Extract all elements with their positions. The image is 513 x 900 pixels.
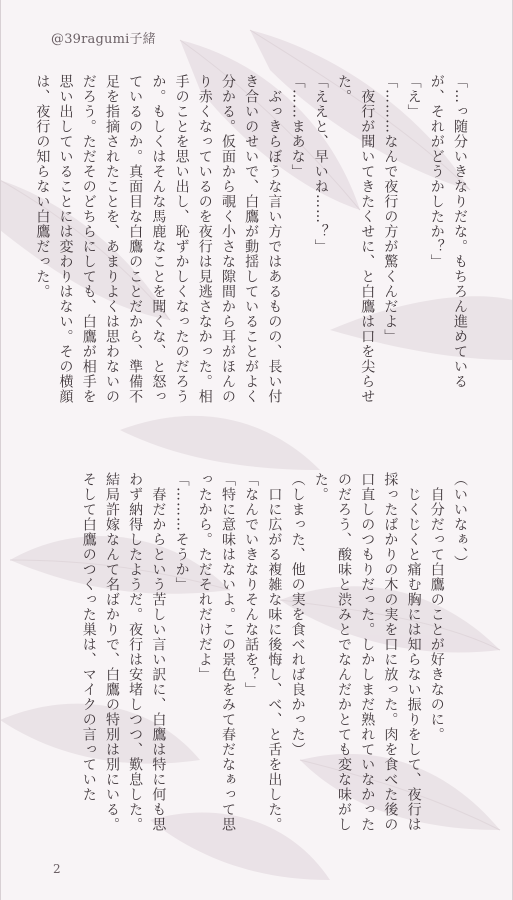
paragraph: 「…っ随分いきなりだな。もちろん進めているが、それがどうかしたか？」 [428,74,468,389]
paragraph: 「え」 [405,74,422,119]
paragraph: （いいなぁ、） [452,472,468,570]
lower-text-block [47,472,471,837]
paragraph: 「なんでいきなりそんな話を？」 [243,472,260,697]
paragraph: （しまった、他の実を食べれば良かった） [289,472,306,757]
author-credit: @39ragumi子緒 [51,32,156,47]
paragraph: 口に広がる複雑な味に後悔し、べ、と舌を出した。 [266,472,283,832]
paragraph: 夜行が聞いてきたくせに、と白鷹は口を尖らせた。 [335,74,376,404]
paragraph: 自分だって白鷹のことが好きなのに。 [428,472,445,742]
paragraph: 「……まあな」 [289,74,306,179]
paragraph: 「………なんで夜行の方が驚くんだよ」 [382,74,399,344]
paragraph: ぶっきらぼうな言い方ではあるものの、長い付き合いのせいで、白鷹が動揺していることがよく分かる。仮面から覗く小さな隙間から耳がほんのり赤くなっているのを夜行は見逃さなかった。相手のことを思い出し、恥ずかしくなったのだろうか。もしくはそんな馬鹿なことを聞くな、と怒っているのか。真面目な白鷹のことだから、準備不足を指摘されたことを、あまりよくは思わないのだろう。ただそのどちらにしても、白鷹が相手を思い出していることには変わりはない。その横顔は、夜行の知らない白鷹だった。 [34,74,283,404]
paragraph: 「………そうか」 [173,472,190,592]
paragraph: 「ええと、早いね……？」 [312,74,329,254]
paragraph: 春だからという苦しい言い訳に、白鷹は特に何も思わず納得したようだ。夜行は安堵しつつ、歎息した。結局許嫁なんて名ばかりで、白鷹の特別は別にいる。そして白鷹のつくった巣は、マイクの言っていた [80,472,167,832]
paragraph: じくじくと痛む胸には知らない振りをして、夜行は採ったばかりの木の実を口に放った。肉を食べた後の口直しのつもりだった。しかしまだ熟れていなかったのだろう、酸味と渋みとでなんだかとても変な味がした。 [312,472,422,832]
upper-text-block [34,74,471,414]
page-number: 2 [53,862,61,876]
paragraph: 「特に意味はないよ。この景色をみて春だなぁって思ったから。ただそれだけだよ」 [196,472,236,832]
